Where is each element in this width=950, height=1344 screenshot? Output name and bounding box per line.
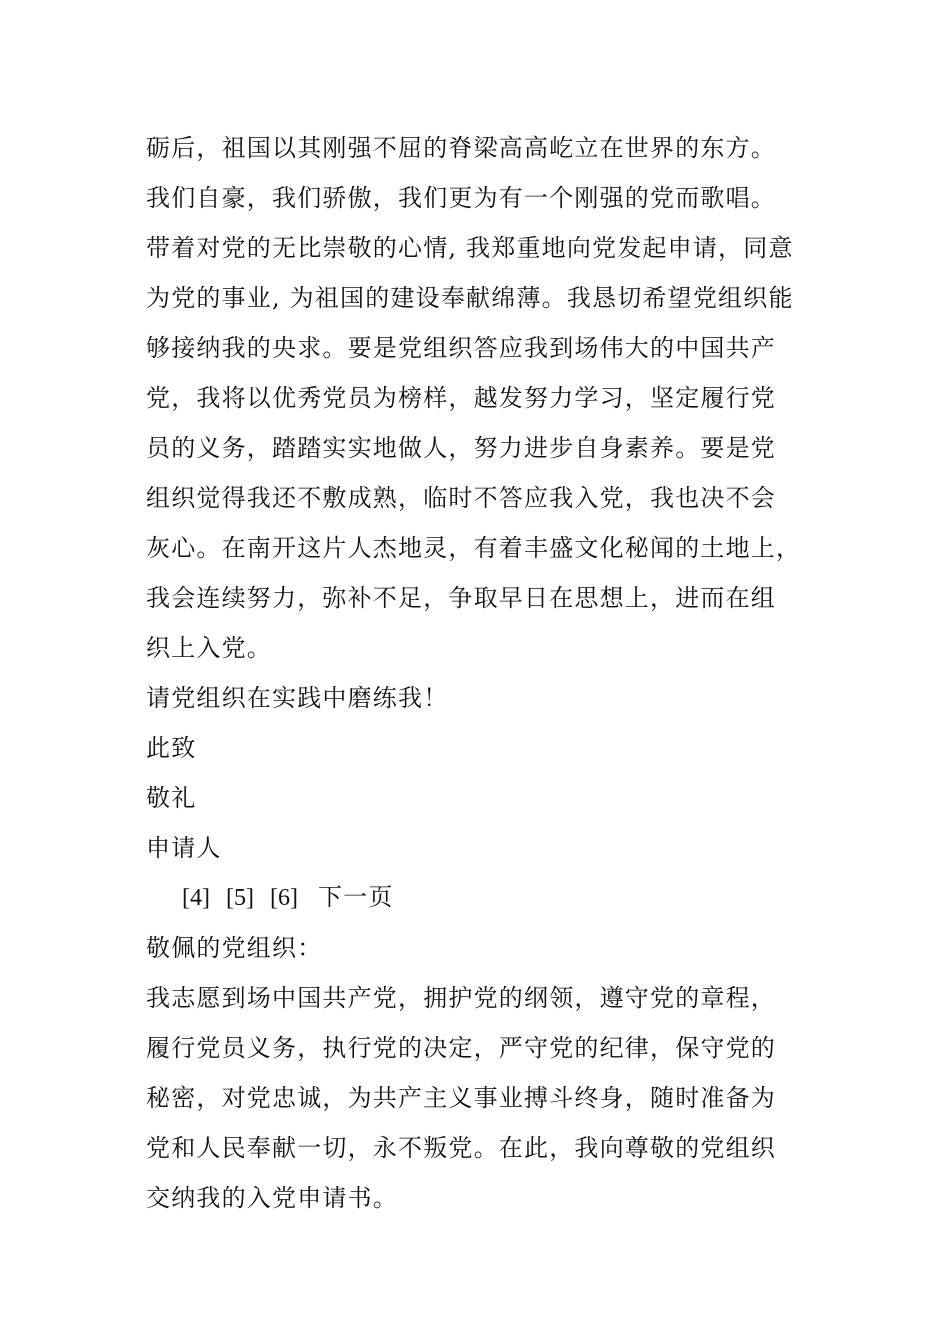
text-line: 织上入党。 [146, 634, 272, 662]
text-line: 灰心。在南开这片人杰地灵，有着丰盛文化秘闻的土地上， [146, 534, 802, 562]
text-line: 交纳我的入党申请书。 [146, 1184, 398, 1212]
letter-greeting: 敬佩的党组织： [146, 934, 323, 962]
text-line: 我会连续努力，弥补不足，争取早日在思想上，进而在组 [146, 584, 776, 612]
text-line: 秘密，对党忠诚，为共产主义事业搏斗终身，随时准备为 [146, 1084, 776, 1112]
text-line: 我志愿到场中国共产党，拥护党的纲领，遵守党的章程， [146, 984, 776, 1012]
page-link-4[interactable]: [4] [182, 885, 210, 911]
text-line: 员的义务，踏踏实实地做人，努力进步自身素养。要是党 [146, 434, 776, 462]
next-page-link[interactable]: 下一页 [317, 883, 394, 911]
text-line: 党，我将以优秀党员为榜样，越发努力学习，坚定履行党 [146, 384, 776, 412]
text-line: 砺后，祖国以其刚强不屈的脊梁高高屹立在世界的东方。 [146, 134, 776, 162]
text-line: 带着对党的无比崇敬的心情, 我郑重地向党发起申请，同意 [146, 234, 794, 262]
text-line: 够接纳我的央求。要是党组织答应我到场伟大的中国共产 [146, 334, 776, 362]
page-link-6[interactable]: [6] [269, 885, 298, 911]
text-line: 党和人民奉献一切，永不叛党。在此，我向尊敬的党组织 [146, 1134, 776, 1162]
text-line: 组织觉得我还不敷成熟，临时不答应我入党，我也决不会 [146, 484, 776, 512]
page-link-5[interactable]: [5] [225, 885, 254, 911]
salutation-line: 此致 [146, 734, 197, 762]
applicant-line: 申请人 [146, 834, 222, 862]
text-line: 为党的事业, 为祖国的建设奉献绵薄。我恳切希望党组织能 [146, 284, 794, 312]
text-line: 我们自豪，我们骄傲，我们更为有一个刚强的党而歌唱。 [146, 184, 776, 212]
pagination [182, 882, 404, 912]
salutation-line: 敬礼 [146, 784, 197, 812]
text-line: 请党组织在实践中磨练我！ [146, 684, 449, 712]
text-line: 履行党员义务，执行党的决定，严守党的纪律，保守党的 [146, 1034, 776, 1062]
